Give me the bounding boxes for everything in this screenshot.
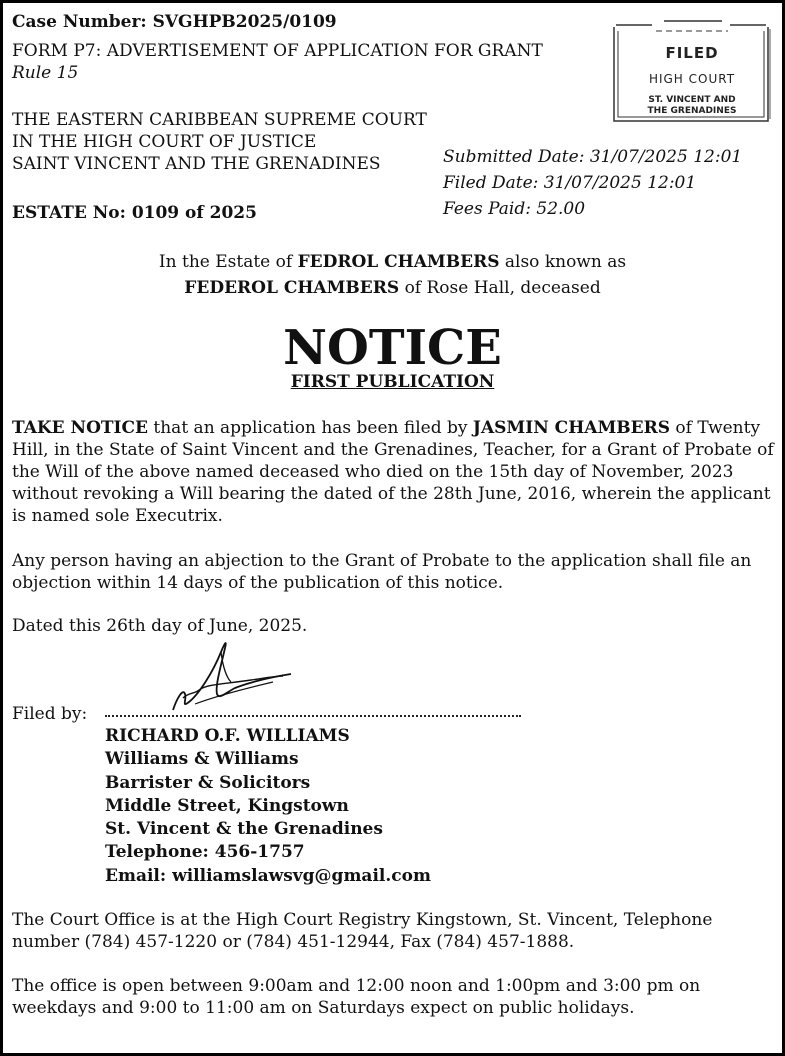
notice-subtitle: FIRST PUBLICATION: [290, 372, 495, 392]
form-title: FORM P7: ADVERTISEMENT OF APPLICATION FOR GRANT: [12, 41, 543, 61]
filing-metadata: [443, 144, 742, 222]
estate-intro-text: of Rose Hall, deceased: [399, 278, 601, 298]
filed-by-label: Filed by:: [12, 704, 88, 724]
estate-intro-text: also known as: [499, 252, 627, 272]
court-line: IN THE HIGH COURT OF JUSTICE: [12, 132, 317, 152]
office-hours-paragraph: The office is open between 9:00am and 12:00 noon and 1:00pm and 3:00 pm on weekdays and 9:00 to 11:00 am on Saturdays expect on public holidays.: [12, 976, 701, 1018]
court-line: SAINT VINCENT AND THE GRENADINES: [12, 154, 381, 174]
deceased-name: FEDROL CHAMBERS: [297, 252, 500, 272]
firm-country: St. Vincent & the Grenadines: [105, 819, 383, 840]
submitted-date: Submitted Date: 31/07/2025 12:01: [443, 147, 743, 167]
solicitor-details: [105, 725, 431, 888]
court-line: THE EASTERN CARIBBEAN SUPREME COURT: [12, 110, 427, 130]
solicitor-name: RICHARD O.F. WILLIAMS: [105, 726, 350, 746]
take-notice-lead: TAKE NOTICE: [12, 418, 148, 438]
fees-paid: Fees Paid: 52.00: [443, 199, 586, 219]
filed-date: Filed Date: 31/07/2025 12:01: [443, 173, 697, 193]
case-number: Case Number: SVGHPB2025/0109: [12, 12, 337, 32]
firm-telephone: Telephone: 456-1757: [105, 842, 305, 863]
rule-reference: Rule 15: [12, 63, 79, 83]
stamp-location-line: ST. VINCENT AND: [648, 95, 736, 105]
deceased-alias: FEDEROL CHAMBERS: [184, 278, 400, 298]
dated-line: Dated this 26th day of June, 2025.: [12, 616, 308, 636]
signature: [155, 638, 295, 718]
paragraph-text: of Twenty Hill, in the State of Saint Vincent and the Grenadines, Teacher, for a Grant of Probate of the Will of the above named deceased who died on the 15th day of November, 2023 without revoking a Will bearing the dated of the 28th June, 2016, wherein the applicant is named sole Executrix.: [12, 418, 774, 526]
objection-paragraph: Any person having an abjection to the Grant of Probate to the application shall file an objection within 14 days of the publication of this notice.: [12, 551, 752, 593]
stamp-court-text: HIGH COURT: [648, 72, 736, 86]
estate-number: ESTATE No: 0109 of 2025: [12, 203, 257, 223]
notice-paragraph: [12, 417, 780, 527]
estate-intro: [3, 249, 782, 301]
firm-address: Middle Street, Kingstown: [105, 795, 349, 816]
firm-name: Williams & Williams: [105, 749, 299, 770]
firm-email: Email: williamslawsvg@gmail.com: [105, 865, 431, 886]
paragraph-text: that an application has been filed by: [148, 418, 473, 438]
signature-line: [105, 715, 521, 717]
court-office-paragraph: The Court Office is at the High Court Registry Kingstown, St. Vincent, Telephone number (784) 457-1220 or (784) 451-12944, Fax (784) 457-1888.: [12, 910, 713, 952]
stamp-location-line: THE GRENADINES: [647, 106, 737, 116]
stamp-filed-text: FILED: [665, 44, 719, 62]
estate-intro-text: In the Estate of: [158, 252, 298, 272]
court-heading: [12, 109, 427, 175]
applicant-name: JASMIN CHAMBERS: [472, 418, 670, 438]
firm-title: Barrister & Solicitors: [105, 772, 311, 793]
notice-title: NOTICE: [283, 320, 502, 376]
filed-stamp: [612, 17, 772, 127]
